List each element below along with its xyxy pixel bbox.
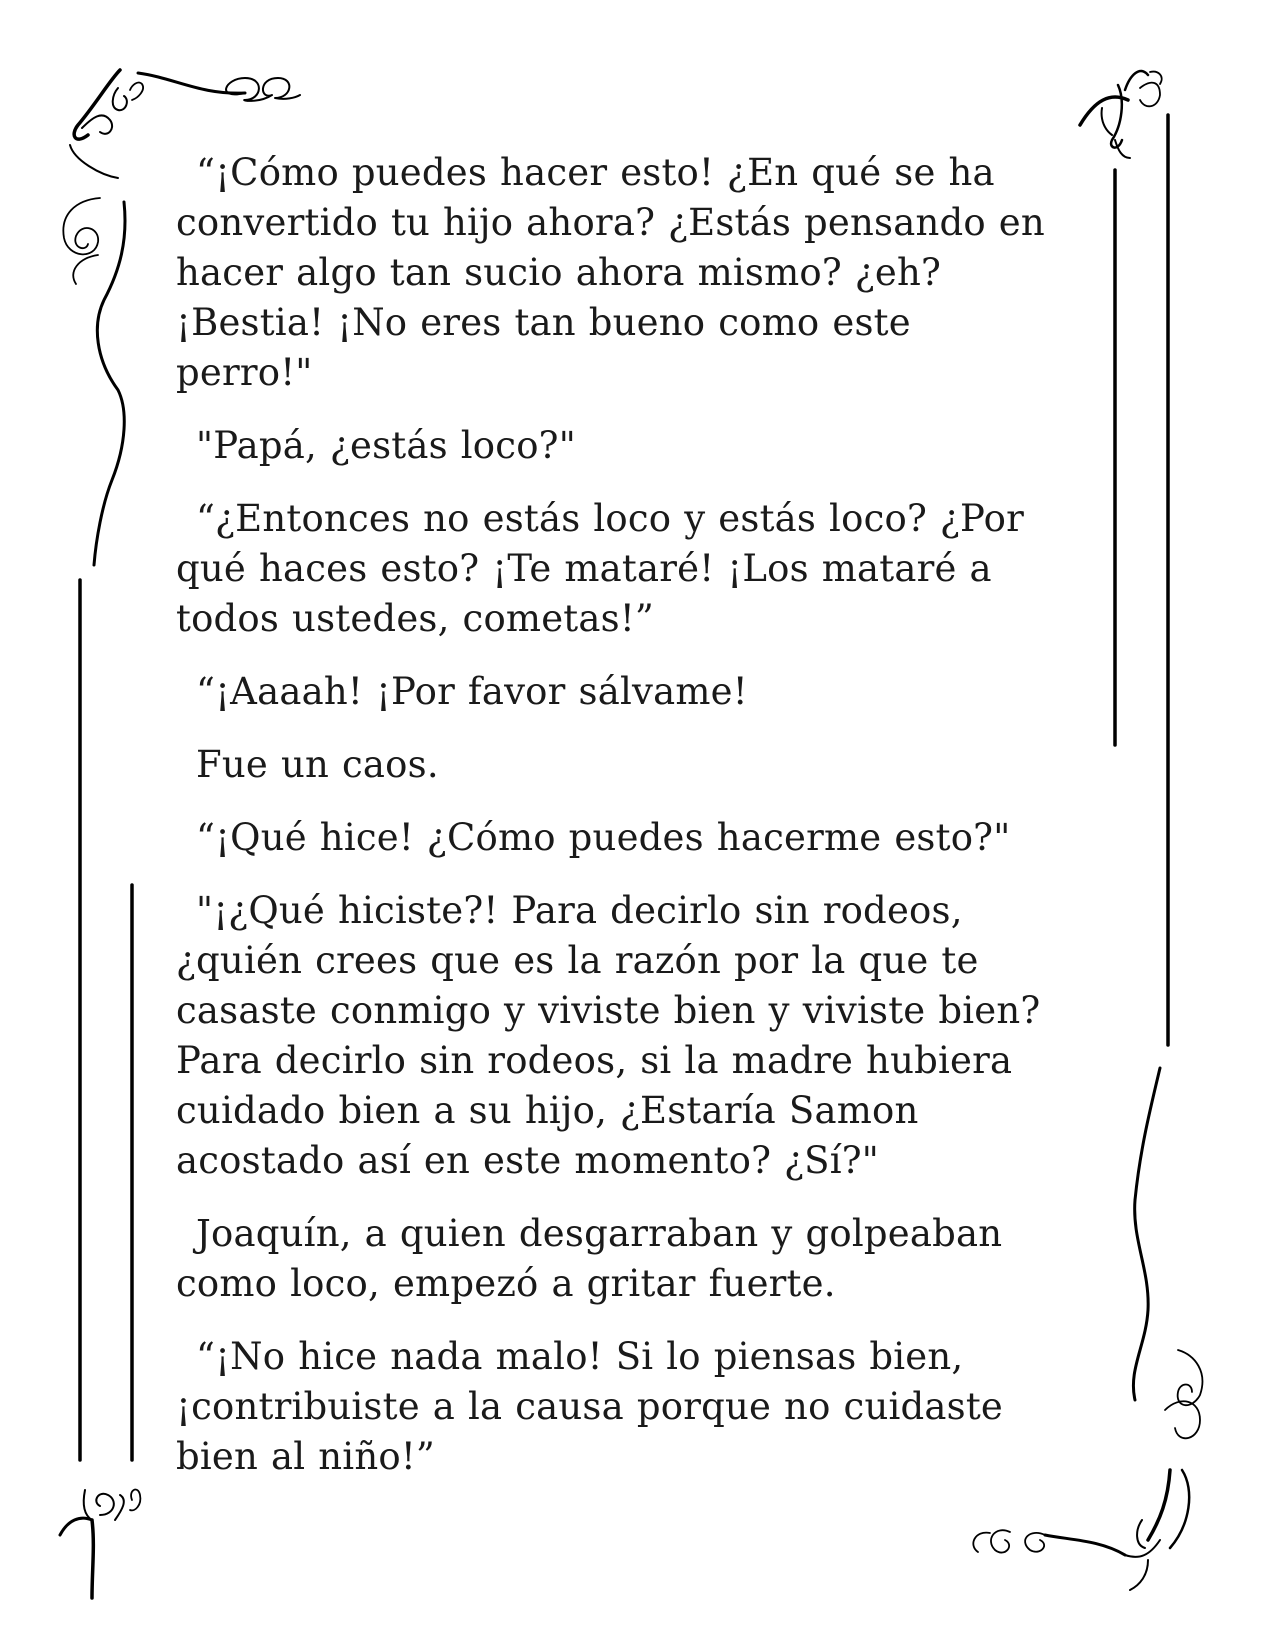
- paragraph-5: Fue un caos.: [196, 743, 439, 786]
- paragraph-9: “¡No hice nada malo! Si lo piensas bien, ¡contribuiste a la causa porque no cuidaste bien al niño!”: [176, 1335, 1004, 1478]
- paragraph-1: “¡Cómo puedes hacer esto! ¿En qué se ha convertido tu hijo ahora? ¿Estás pensando en hacer algo tan sucio ahora mismo? ¿eh? ¡Bestia! ¡No eres tan bueno como este perro!": [176, 151, 1045, 394]
- paragraph-2: "Papá, ¿estás loco?": [196, 424, 576, 467]
- top-right-flourish-icon: [1080, 71, 1162, 158]
- chapter-text: [176, 148, 1056, 1505]
- paragraph-3: “¿Entonces no estás loco y estás loco? ¿Por qué haces esto? ¡Te mataré! ¡Los mataré a todos ustedes, cometas!”: [176, 497, 1024, 640]
- paragraph-8: Joaquín, a quien desgarraban y golpeaban como loco, empezó a gritar fuerte.: [176, 1212, 1003, 1305]
- paragraph-7: "¡¿Qué hiciste?! Para decirlo sin rodeos, ¿quién crees que es la razón por la que te casaste conmigo y viviste bien y viviste bien? Para decirlo sin rodeos, si la madre hubiera cuidado bien a su hijo, ¿Estaría Samon acostado así en este momento? ¿Sí?": [176, 889, 1041, 1182]
- paragraph-6: “¡Qué hice! ¿Cómo puedes hacerme esto?": [196, 816, 1011, 859]
- bottom-left-flourish-icon: [60, 1490, 140, 1598]
- paragraph-4: “¡Aaaah! ¡Por favor sálvame!: [196, 670, 748, 713]
